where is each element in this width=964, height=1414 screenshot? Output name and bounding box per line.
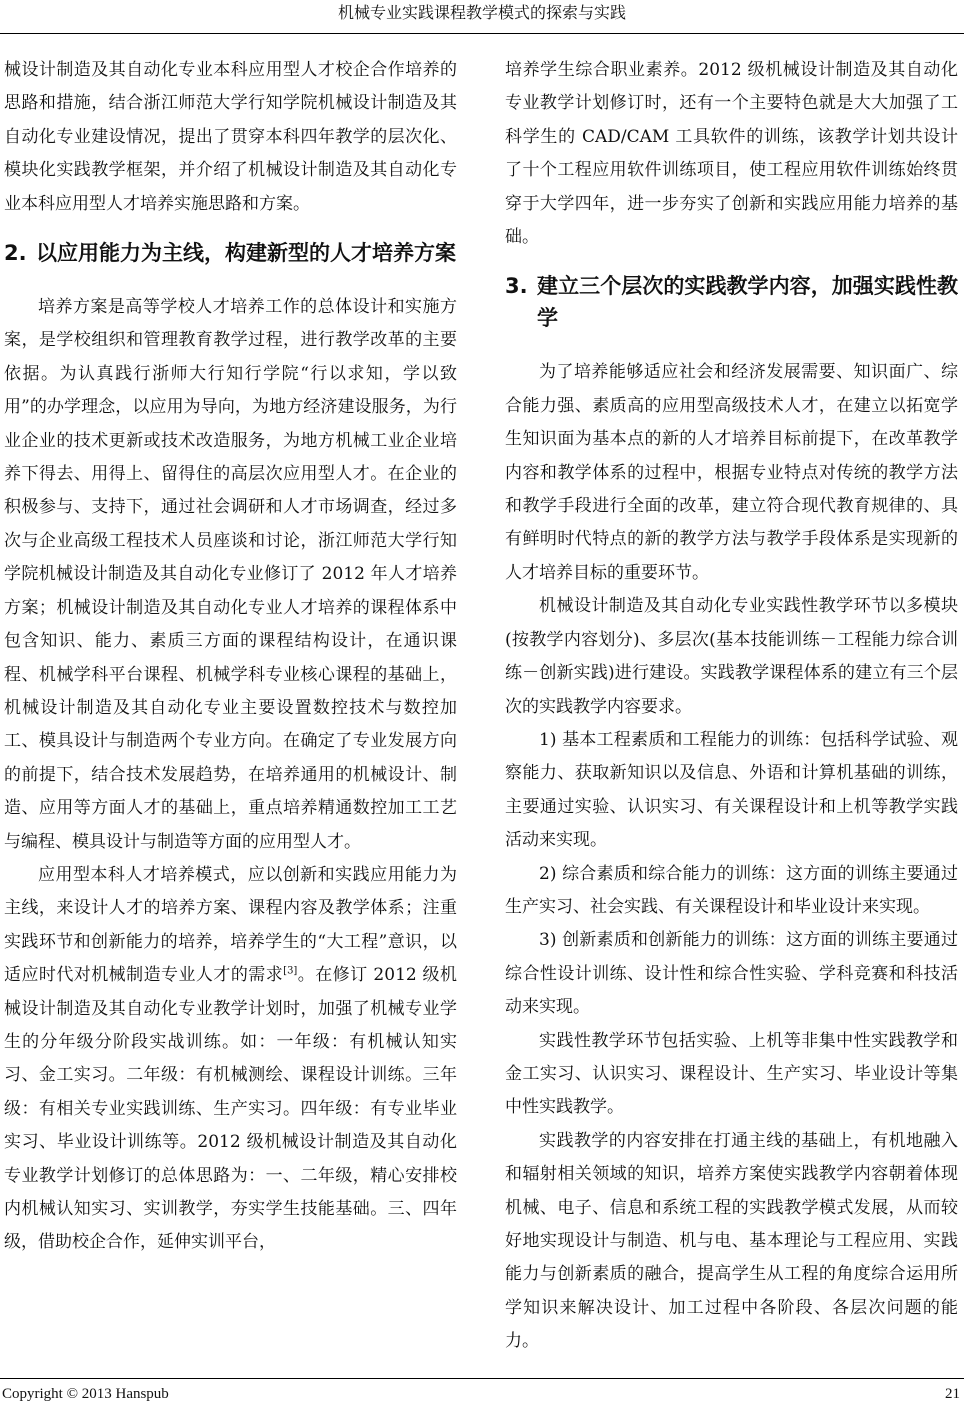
right-column [505,54,958,1364]
section-3-paragraph-3: 实践性教学环节包括实验、上机等非集中性实践教学和金工实习、认识实习、课程设计、生产实习、毕业设计等集中性实践教学。 [505,1030,958,1118]
section-2-paragraph-2-text-b: 。在修订 2012 级机械设计制造及其自动化专业教学计划时，加强了机械专业学生的分年级分阶段实战训练。如：一年级：有机械认知实习、金工实习。二年级：有机械测绘、课程设计训练。三年级：有相关专业实践训练、生产实习。四年级：有专业毕业实习、毕业设计训练等。2012 级机械设计制造及其自动化专业教学计划修订的总体思路为：一、二年级，精心安排校内机械认知实习、实训教学，夯实学生技能基础。三、四年级，借助校企合作，延伸实训平台， [4,965,457,1253]
training-level-item-1: 1) 基本工程素质和工程能力的训练：包括科学试验、观察能力、获取新知识以及信息、外语和计算机基础的训练，主要通过实验、认识实习、有关课程设计和上机等教学实践活动来实现。 [505,729,958,851]
section-2-heading [4,237,457,269]
running-header [0,0,964,34]
section-2-number: 2. [4,241,27,266]
copyright-notice: Copyright © 2013 Hanspub [2,1386,169,1402]
section-2-paragraph-2-text-a: 应用型本科人才培养模式，应以创新和实践应用能力为主线，来设计人才的培养方案、课程内容及教学体系；注重实践环节和创新能力的培养，培养学生的“大工程”意识，以适应时代对机械制造专业人才的需求 [4,864,457,986]
left-column [4,54,457,1364]
section-2-paragraph-2-continued: 培养学生综合职业素养。2012 级机械设计制造及其自动化专业教学计划修订时，还有一个主要特色就是大大加强了工科学生的 CAD/CAM 工具软件的训练，该教学计划共设计了十个工程应用软件训练项目，使工程应用软件训练始终贯穿于大学四年，进一步夯实了创新和实践应用能力培养的基础。 [505,60,958,248]
section-3-paragraph-2: 机械设计制造及其自动化专业实践性教学环节以多模块(按教学内容划分)、多层次(基本技能训练－工程能力综合训练－创新实践)进行建设。实践教学课程体系的建立有三个层次的实践教学内容要求。 [505,596,958,717]
section-3-title: 建立三个层次的实践教学内容，加强实践性教学 [537,274,958,331]
intro-paragraph-continued: 械设计制造及其自动化专业本科应用型人才校企合作培养的思路和措施，结合浙江师范大学行知学院机械设计制造及其自动化专业建设情况，提出了贯穿本科四年教学的层次化、模块化实践教学框架，并介绍了机械设计制造及其自动化专业本科应用型人才培养实施思路和方案。 [4,60,457,214]
page-number: 21 [945,1386,960,1402]
section-2-title: 以应用能力为主线，构建新型的人才培养方案 [36,241,456,266]
section-2-paragraph-1: 培养方案是高等学校人才培养工作的总体设计和实施方案，是学校组织和管理教育教学过程，进行教学改革的主要依据。为认真践行浙师大行知行学院“行以求知，学以致用”的办学理念，以应用为导向，为地方经济建设服务，为行业企业的技术更新或技术改造服务，为地方机械工业企业培养下得去、用得上、留得住的高层次应用型人才。在企业的积极参与、支持下，通过社会调研和人才市场调查，经过多次与企业高级工程技术人员座谈和讨论，浙江师范大学行知学院机械设计制造及其自动化专业修订了 2012 年人才培养方案；机械设计制造及其自动化专业人才培养的课程体系中包含知识、能力、素质三方面的课程结构设计，在通识课程、机械学科平台课程、机械学科专业核心课程的基础上，机械设计制造及其自动化专业主要设置数控技术与数控加工、模具设计与制造两个专业方向。在确定了专业发展方向的前提下，结合技术发展趋势，在培养通用的机械设计、制造、应用等方面人才的基础上，重点培养精通数控加工工艺与编程、模具设计与制造等方面的应用型人才。 [4,297,457,852]
training-level-item-3: 3) 创新素质和创新能力的训练：这方面的训练主要通过综合性设计训练、设计性和综合性实验、学科竞赛和科技活动来实现。 [505,930,958,1018]
training-level-item-2: 2) 综合素质和综合能力的训练：这方面的训练主要通过生产实习、社会实践、有关课程设计和毕业设计来实现。 [505,863,958,917]
citation-ref-3[interactable]: [3] [283,965,298,977]
section-3-heading [505,270,958,334]
section-3-number: 3. [505,274,528,299]
running-header-title: 机械专业实践课程教学模式的探索与实践 [337,3,626,22]
section-2-paragraph-2 [4,859,457,1260]
section-3-paragraph-4: 实践教学的内容安排在打通主线的基础上，有机地融入和辐射相关领域的知识，培养方案使实践教学内容朝着体现机械、电子、信息和系统工程的实践教学模式发展，从而较好地实现设计与制造、机与电、基本理论与工程应用、实践能力与创新素质的融合，提高学生从工程的角度综合运用所学知识来解决设计、加工过程中各阶段、各层次问题的能力。 [505,1130,958,1352]
section-3-paragraph-1: 为了培养能够适应社会和经济发展需要、知识面广、综合能力强、素质高的应用型高级技术人才，在建立以拓宽学生知识面为基本点的新的人才培养目标前提下，在改革教学内容和教学体系的过程中，根据专业特点对传统的教学方法和教学手段进行全面的改革，建立符合现代教育规律的、具有鲜明时代特点的新的教学方法与教学手段体系是实现新的人才培养目标的重要环节。 [505,362,958,583]
page-footer [0,1378,964,1414]
